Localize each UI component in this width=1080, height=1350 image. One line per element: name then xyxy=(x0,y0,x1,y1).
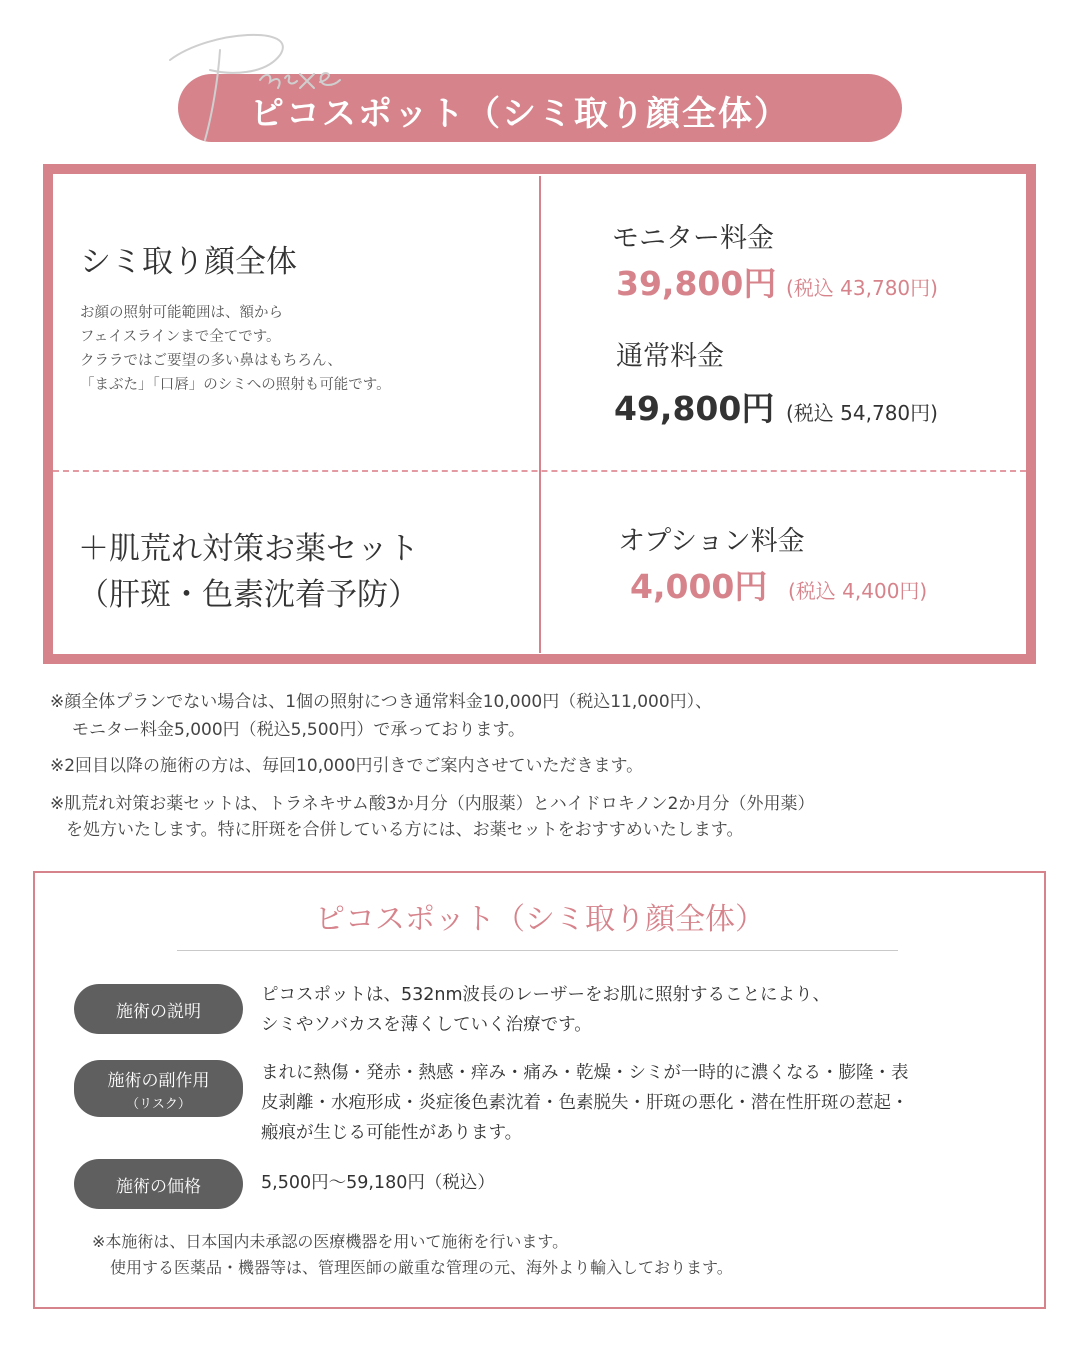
regular-price-tax: (税込 54,780円) xyxy=(786,401,938,425)
monitor-price-tax: (税込 43,780円) xyxy=(786,276,938,300)
detail-line: シミやソバカスを薄くしていく治療です。 xyxy=(261,1015,592,1035)
plan-description-line: 「まぶた」「口唇」のシミへの照射も可能です。 xyxy=(80,377,391,393)
option-price: 4,000円 xyxy=(630,567,768,606)
monitor-price: 39,800円 xyxy=(616,264,777,303)
detail-line: 5,500円〜59,180円（税込） xyxy=(261,1173,495,1193)
badge-label: 施術の価格 xyxy=(116,1176,201,1197)
footnote-line: 使用する医薬品・機器等は、管理医師の厳重な管理の元、海外より輸入しております。 xyxy=(110,1258,733,1277)
detail-line: 瘢痕が生じる可能性があります。 xyxy=(261,1123,523,1143)
footnote-line: ※本施術は、日本国内未承認の医療機器を用いて施術を行います。 xyxy=(92,1232,569,1251)
plan-description-line: お顔の照射可能範囲は、額から xyxy=(80,305,283,321)
option-price-label: オプション料金 xyxy=(618,526,805,557)
table-vertical-divider xyxy=(539,176,541,653)
regular-price: 49,800円 xyxy=(614,389,775,428)
plan-description xyxy=(80,301,391,397)
table-dashed-divider xyxy=(53,470,1026,472)
note-line: ※2回目以降の施術の方は、毎回10,000円引きでご案内させていただきます。 xyxy=(50,756,644,776)
side-effects-text xyxy=(261,1058,909,1148)
header-title: ピコスポット（シミ取り顔全体） xyxy=(250,94,790,134)
price-range-text xyxy=(261,1168,495,1198)
plan-title: シミ取り顔全体 xyxy=(80,244,297,280)
detail-title: ピコスポット（シミ取り顔全体） xyxy=(315,902,765,937)
detail-line: ピコスポットは、532nm波長のレーザーをお肌に照射することにより、 xyxy=(261,985,831,1005)
regular-price-label: 通常料金 xyxy=(616,341,724,372)
note-line: ※顔全体プランでない場合は、1個の照射につき通常料金10,000円（税込11,000円）、 xyxy=(50,692,713,712)
note-line: モニター料金5,000円（税込5,500円）で承っております。 xyxy=(72,720,525,740)
badge-label: 施術の説明 xyxy=(116,1001,201,1022)
option-price-tax: (税込 4,400円) xyxy=(788,579,928,603)
option-title xyxy=(78,526,419,618)
badge-side-effects xyxy=(74,1060,243,1117)
detail-line: まれに熱傷・発赤・熱感・痒み・痛み・乾燥・シミが一時的に濃くなる・膨隆・表 xyxy=(261,1063,909,1083)
plan-description-line: クララではご要望の多い鼻はもちろん、 xyxy=(80,353,342,369)
note-line: を処方いたします。特に肝斑を合併している方には、お薬セットをおすすめいたします。 xyxy=(66,820,744,840)
badge-price xyxy=(74,1159,243,1209)
badge-explanation xyxy=(74,984,243,1034)
note-line: ※肌荒れ対策お薬セットは、トラネキサム酸3か月分（内服薬）とハイドロキノン2か月分（外用薬） xyxy=(50,794,815,814)
badge-sublabel: （リスク） xyxy=(126,1096,191,1112)
detail-line: 皮剥離・水疱形成・炎症後色素沈着・色素脱失・肝斑の悪化・潜在性肝斑の惹起・ xyxy=(261,1093,909,1113)
option-title-line: ＋肌荒れ対策お薬セット xyxy=(78,531,419,567)
explanation-text xyxy=(261,980,830,1040)
plan-description-line: フェイスラインまで全てです。 xyxy=(80,329,281,345)
detail-title-rule xyxy=(177,950,898,951)
monitor-price-label: モニター料金 xyxy=(612,223,774,254)
option-title-line: （肝斑・色素沈着予防） xyxy=(78,577,419,613)
badge-label: 施術の副作用 xyxy=(107,1070,210,1091)
